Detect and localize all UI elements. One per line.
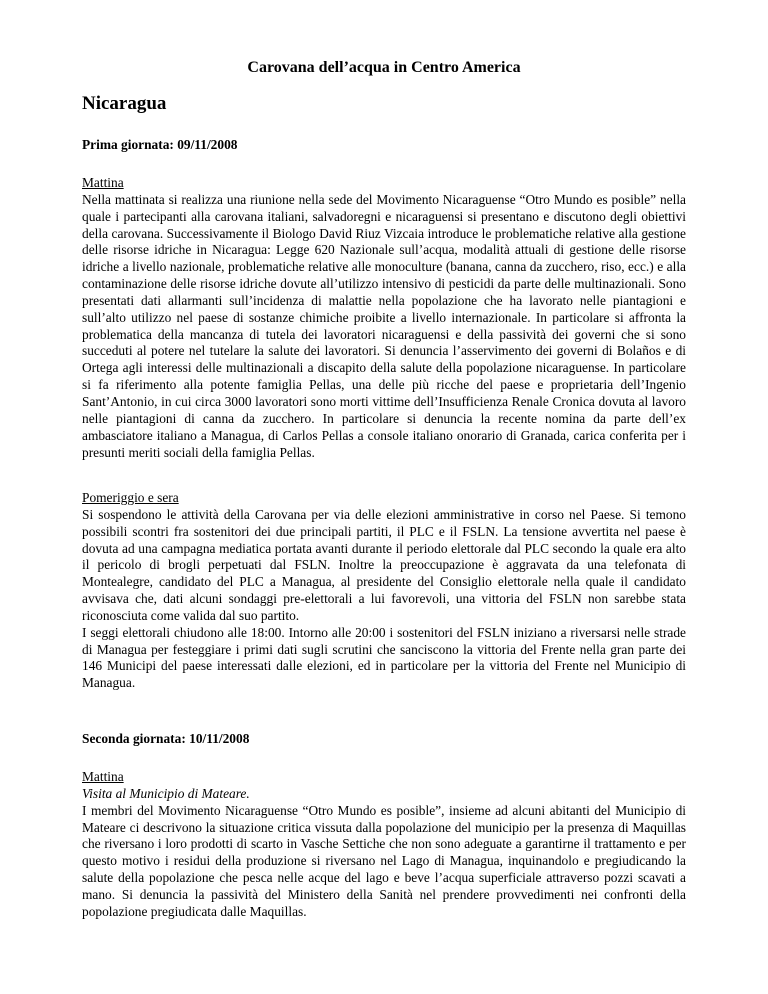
document-title: Carovana dell’acqua in Centro America [247,59,521,76]
day1-morning-label: Mattina [82,175,124,190]
day1-heading: Prima giornata: 09/11/2008 [82,137,238,152]
day2-morning-text: I membri del Movimento Nicaraguense “Otro Mundo es posible”, insieme ad alcuni abitanti del Municipio di Mateare ci descrivono la situazione critica vissuta dalla popolazione del municipio per la presenza di Maquillas che riversano i loro prodotti di scarto in Vasche Settiche che non sono adeguate a garantirne il trattamento e per questo motivo i residui della produzione si riversano nel Lago di Managua, inquinandolo e pregiudicando la salute della popolazione che pesca nelle acque del lago e beve l’acqua superficiale attraverso pozzi scavati a mano. Si denuncia la passività del Ministero della Sanità nel prendere provvedimenti nei confronti della popolazione pregiudicata dalle Maquillas. [82,802,686,919]
day1-morning-text: Nella mattinata si realizza una riunione nella sede del Movimento Nicaraguense “Otro Mundo es posible” nella quale i partecipanti alla carovana italiani, salvadoregni e nicaraguensi si presentano e discutono degli obiettivi della carovana. Successivamente il Biologo David Riuz Vizcaia introduce le problematiche relative alla gestione delle risorse idriche in Nicaragua: Legge 620 Nazionale sull’acqua, modalità attuali di gestione delle risorse idriche a livello nazionale, problematiche relative alle monoculture (banana, canna da zucchero, riso, ecc.) e alla contaminazione delle risorse idriche dovute all’utilizzo intensivo di pesticidi da parte delle multinazionali. Sono presentati dati allarmanti sull’incidenza di malattie nella popolazione che ha lavorato nelle piantagioni e sull’alto utilizzo nel paese di sostanze chimiche proibite a livello internazionale. In particolare si affronta la problematica della mancanza di tutela dei lavoratori nicaraguensi e della passività dei governi che si sono succeduti al potere nel tutelare la salute dei lavoratori. Si denuncia l’asservimento dei governi di Bolaños e di Ortega agli interessi delle multinazionali a discapito della salute della popolazione nicaraguense. In particolare si fa riferimento alla potente famiglia Pellas, una delle più ricche del paese e proprietaria dell’Ingenio Sant’Antonio, in cui circa 3000 lavoratori sono morti vittime dell’Insufficienza Renale Cronica dovuta al lavoro nelle piantagioni di canna da zucchero. In particolare si denuncia la recente nomina da parte dell’ex ambasciatore italiano a Managua, di Carlos Pellas a console italiano onorario di Granada, carica conferita per i presunti meriti sociali della famiglia Pellas. [82,191,686,460]
day2-morning-label: Mattina [82,769,124,784]
section-heading-nicaragua: Nicaragua [82,93,167,114]
day1-afternoon-label: Pomeriggio e sera [82,490,179,505]
day2-morning-block [82,769,686,921]
day1-afternoon-text-1: Si sospendono le attività della Carovana per via delle elezioni amministrative in corso nel Paese. Si temono possibili scontri fra sostenitori dei due principali partiti, il PLC e il FSLN. La tensione avvertita nel paese è dovuta ad una campagna mediatica portata avanti durante il periodo elettorale dal PLC secondo la quale era alto il pericolo di brogli perpetuati dal FSLN. Inoltre la preoccupazione è aggravata da una telefonata di Montealegre, candidato del PLC a Managua, al presidente del Consiglio elettorale nella quale il candidato avvisava che, dati alcuni sondaggi pre-elettorali a lui favorevoli, una vittoria del FSLN non sarebbe stata riconosciuta come valida dal suo partito. [82,506,686,623]
day2-heading: Seconda giornata: 10/11/2008 [82,731,250,746]
day1-morning-block [82,175,686,461]
day1-afternoon-block [82,490,686,692]
day1-afternoon-text-2: I seggi elettorali chiudono alle 18:00. Intorno alle 20:00 i sostenitori del FSLN iniziano a riversarsi nelle strade di Managua per festeggiare i primi dati sugli scrutini che sanciscono la vittoria del Frente nella gran parte dei 146 Municipi del paese interessati dalle elezioni, ed in particolare per la vittoria del Frente nel Municipio di Managua. [82,624,686,691]
day2-visit-label: Visita al Municipio di Mateare. [82,785,250,801]
